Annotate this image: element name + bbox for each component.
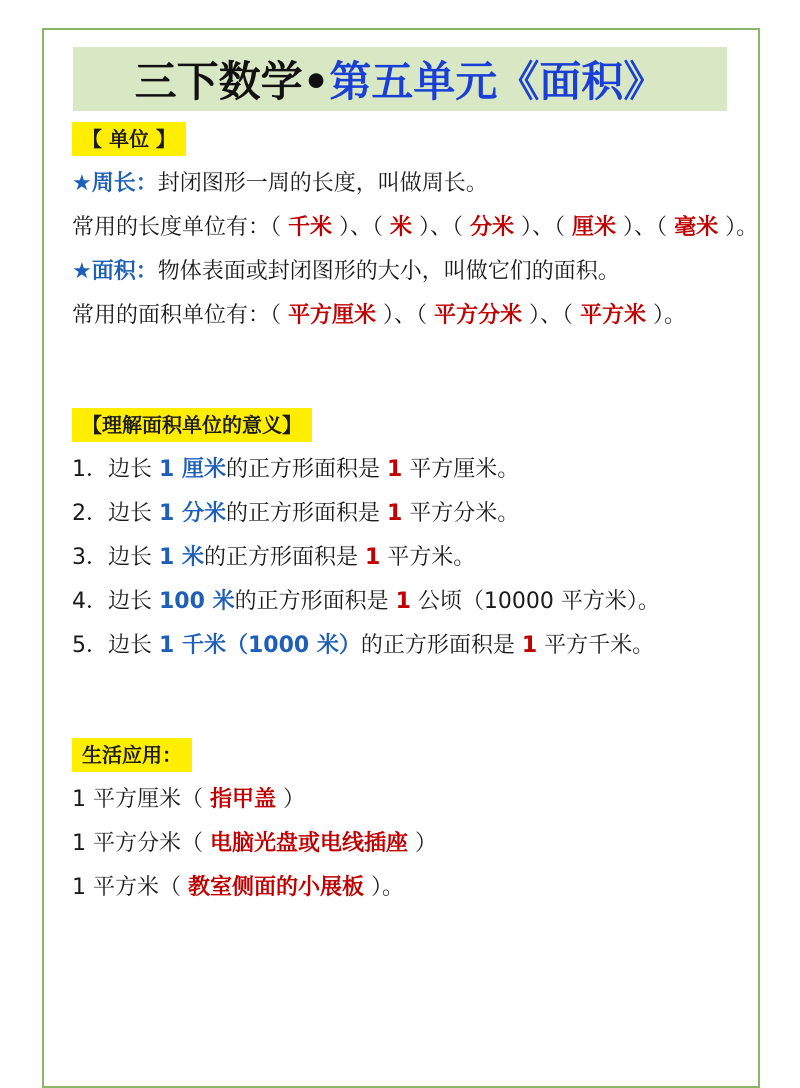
unit-m: 米 bbox=[390, 215, 413, 240]
list-item: 1 平方米（ 教室侧面的小展板 ）。 bbox=[72, 875, 404, 900]
section-header-meaning: 【理解面积单位的意义】 bbox=[72, 408, 312, 442]
list-item: 2．边长 1 分米的正方形面积是 1 平方分米。 bbox=[72, 501, 520, 526]
title-grade: 三下数学• bbox=[134, 57, 330, 106]
unit-mm: 毫米 bbox=[674, 215, 719, 240]
list-item: 5．边长 1 千米（1000 米）的正方形面积是 1 平方千米。 bbox=[72, 633, 655, 658]
unit-dm: 分米 bbox=[470, 215, 515, 240]
document-body bbox=[72, 118, 759, 910]
unit-sq-cm: 平方厘米 bbox=[288, 303, 377, 328]
perimeter-definition: ★周长：封闭图形一周的长度，叫做周长。 bbox=[72, 171, 488, 196]
length-units-line-1: 常用的长度单位有：（ 千米 ）、（ 米 ）、（ 分米 ）、（ 厘米 ）、（ 毫米 ）。 bbox=[72, 215, 759, 240]
unit-km: 千米 bbox=[288, 215, 333, 240]
unit-sq-m: 平方米 bbox=[580, 303, 647, 328]
list-item: 1 平方厘米（ 指甲盖 ） bbox=[72, 787, 305, 812]
title-unit: 第五单元《面积》 bbox=[329, 57, 666, 106]
area-units-line: 常用的面积单位有：（ 平方厘米 ）、（ 平方分米 ）、（ 平方米 ）。 bbox=[72, 303, 687, 328]
area-definition: ★面积：物体表面或封闭图形的大小，叫做它们的面积。 bbox=[72, 259, 620, 284]
area-term: ★面积： bbox=[72, 259, 158, 284]
unit-sq-dm: 平方分米 bbox=[434, 303, 523, 328]
section-header-units: 【 单位 】 bbox=[72, 122, 186, 156]
section-header-applications: 生活应用： bbox=[72, 738, 192, 772]
list-item: 1．边长 1 厘米的正方形面积是 1 平方厘米。 bbox=[72, 457, 520, 482]
list-item: 3．边长 1 米的正方形面积是 1 平方米。 bbox=[72, 545, 476, 570]
unit-cm: 厘米 bbox=[572, 215, 617, 240]
list-item: 1 平方分米（ 电脑光盘或电线插座 ） bbox=[72, 831, 437, 856]
perimeter-term: ★周长： bbox=[72, 171, 158, 196]
page-title bbox=[73, 47, 727, 111]
list-item: 4．边长 100 米的正方形面积是 1 公顷（10000 平方米）。 bbox=[72, 589, 660, 614]
